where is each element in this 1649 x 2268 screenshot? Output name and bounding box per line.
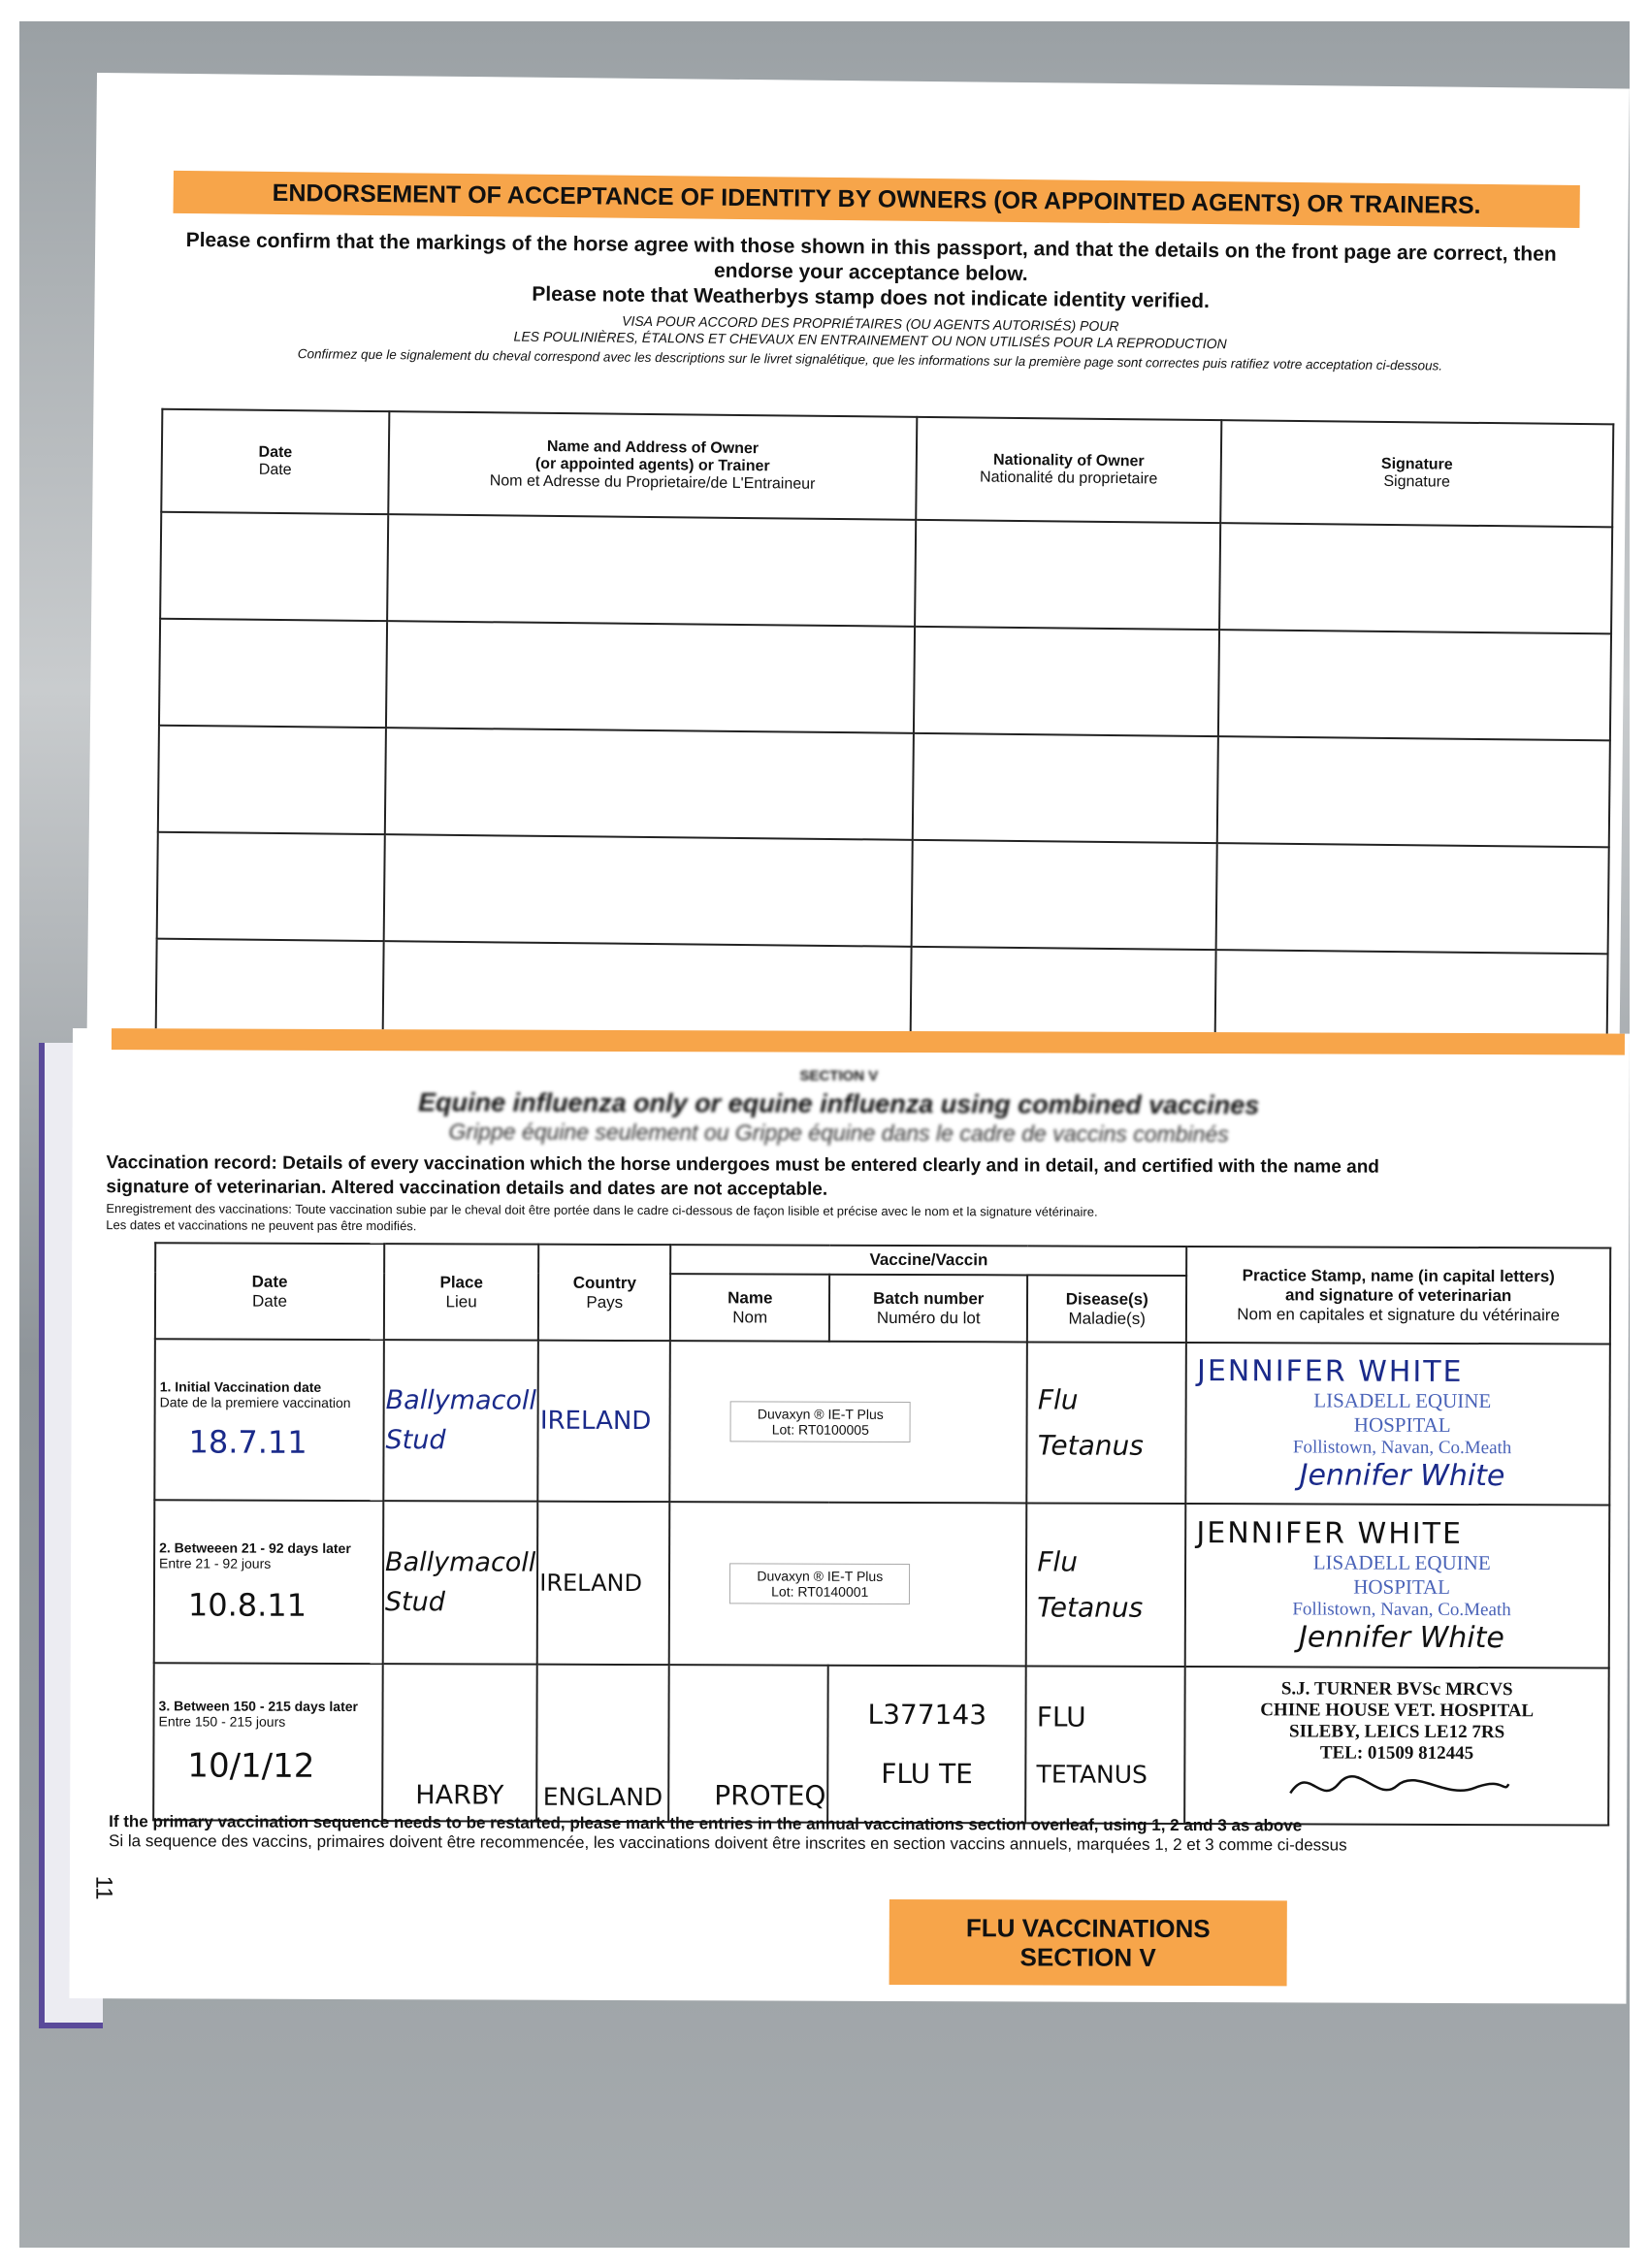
place-line: Ballymacoll — [385, 1547, 536, 1578]
vacc-col-country: Country Pays — [538, 1245, 670, 1341]
owners-row — [160, 512, 1612, 634]
practice-stamp: LISADELL EQUINE — [1313, 1388, 1492, 1413]
row-1-place-cell — [383, 1340, 538, 1502]
vacc-row-3 — [153, 1663, 1609, 1825]
row-label-fr: Date de la premiere vaccination — [159, 1394, 351, 1411]
place-line: Stud — [384, 1587, 445, 1618]
col-nationality: Nationality of Owner Nationalité du proprietaire — [916, 417, 1221, 523]
footer-note-fr: Si la sequence des vaccins, primaires doivent être recommencée, les vaccinations doivent être inscrites en section vaccins annuels, marquées 1, 2 et 3 comme ci-dessus — [109, 1831, 1347, 1855]
place-line: Stud — [385, 1425, 446, 1456]
row-label-fr: Entre 21 - 92 jours — [159, 1555, 272, 1571]
row-3-country-cell: ENGLAND — [536, 1665, 669, 1822]
row-2-disease-cell: Flu Tetanus — [1026, 1503, 1186, 1667]
vacc-col-stamp: Practice Stamp, name (in capital letters) and signature of veterinarian Nom en capitales et signature du vétérinaire — [1186, 1247, 1610, 1345]
vacc-col-date: Date Date — [155, 1243, 384, 1340]
record-note-1: Vaccination record: Details of every vaccination which the horse undergoes must be entered clearly and in detail, and certified with the name and — [106, 1152, 1379, 1178]
endorsement-title: ENDORSEMENT OF ACCEPTANCE OF IDENTITY BY OWNERS (OR APPOINTED AGENTS) OR TRAINERS. — [173, 171, 1579, 228]
vaccination-table — [152, 1242, 1611, 1826]
row-3-batch-cell: L377143 FLU TE — [827, 1666, 1026, 1824]
intro-line-3: Please note that Weatherbys stamp does not indicate identity verified. — [532, 282, 1211, 313]
row-label-fr: Entre 150 - 215 jours — [158, 1713, 286, 1730]
col-owner: Name and Address of Owner (or appointed agents) or Trainer Nom et Adresse du Proprietaire/de L'Entraineur — [388, 411, 917, 520]
section-label: SECTION V — [799, 1067, 879, 1085]
row-3-date-cell — [153, 1663, 383, 1821]
vet-name: JENNIFER WHITE — [1196, 1354, 1464, 1390]
col-date: Date Date — [161, 409, 389, 514]
row-3-name-cell: PROTEQ — [668, 1665, 828, 1823]
vaccine-sticker: Duvaxyn ® IE-T Plus Lot: RT0100005 — [730, 1401, 911, 1442]
upper-page — [86, 73, 1629, 1068]
row-1-disease-cell: Flu Tetanus — [1027, 1342, 1187, 1504]
row-3-disease-cell: FLU TETANUS — [1025, 1666, 1185, 1824]
intro-fr-3: Confirmez que le signalement du cheval correspond avec les descriptions sur le livret signalétique, que les informations sur la première page sont correctes puis ratifiez votre acceptation ci-dessous. — [297, 346, 1443, 373]
practice-stamp: LISADELL EQUINE — [1312, 1550, 1491, 1575]
footer-note-en: If the primary vaccination sequence needs to be restarted, please mark the entries in the annual vaccinations section overleaf, using 1, 2 and 3 as above — [109, 1812, 1303, 1835]
row-2-place-cell — [383, 1501, 538, 1665]
row-label: 1. Initial Vaccination date — [159, 1378, 322, 1395]
record-note-2: signature of veterinarian. Altered vaccination details and dates are not acceptable. — [106, 1177, 828, 1200]
row-label: 2. Betweeen 21 - 92 days later — [159, 1539, 351, 1557]
vacc-row-1 — [154, 1339, 1610, 1505]
row-3-place-cell: HARBY — [382, 1664, 537, 1822]
record-note-fr-1: Enregistrement des vaccinations: Toute vaccination subie par le cheval doit être portée dans le cadre ci-dessous de façon lisible et précise avec le nom et la signature vétérinaire. — [106, 1201, 1098, 1219]
flu-vaccinations-box: FLU VACCINATIONS SECTION V — [889, 1899, 1287, 1986]
owners-row — [157, 832, 1609, 955]
owners-row — [159, 619, 1611, 741]
practice-stamp: S.J. TURNER BVSc MRCVS — [1280, 1678, 1513, 1701]
row-3-stamp-cell: S.J. TURNER BVSc MRCVS CHINE HOUSE VET. HOSPITAL SILEBY, LEICS LE12 7RS TEL: 01509 812445 — [1184, 1667, 1608, 1826]
row-1-date-cell — [154, 1339, 384, 1501]
owners-header-row — [161, 409, 1613, 528]
row-date: 10/1/12 — [187, 1746, 315, 1786]
vacc-col-disease: Disease(s) Maladie(s) — [1027, 1275, 1186, 1343]
row-1-country-cell: IRELAND — [538, 1341, 671, 1502]
col-signature: Signature Signature — [1220, 420, 1613, 527]
vet-signature: Jennifer White — [1299, 1458, 1505, 1494]
intro-line-2: endorse your acceptance below. — [713, 259, 1028, 286]
page-number: 11 — [90, 1875, 117, 1900]
owners-endorsement-table — [154, 408, 1614, 1062]
row-1-stamp-cell: JENNIFER WHITE LISADELL EQUINE HOSPITAL Follistown, Navan, Co.Meath Jennifer White — [1186, 1343, 1610, 1506]
row-1-vaccine-cell — [670, 1341, 1028, 1503]
owners-row — [158, 726, 1610, 848]
row-2-stamp-cell: JENNIFER WHITE LISADELL EQUINE HOSPITAL Follistown, Navan, Co.Meath Jennifer White — [1185, 1504, 1609, 1669]
intro-fr-1: VISA POUR ACCORD DES PROPRIÉTAIRES (OU AGENTS AUTORISÉS) POUR — [622, 312, 1119, 335]
row-date: 18.7.11 — [188, 1423, 307, 1461]
record-note-fr-2: Les dates et vaccinations ne peuvent pas être modifiés. — [106, 1217, 417, 1234]
row-label: 3. Between 150 - 215 days later — [158, 1698, 359, 1715]
section-heading-fr: Grippe équine seulement ou Grippe équine dans le cadre de vaccins combinés — [448, 1118, 1229, 1148]
place-line: Ballymacoll — [385, 1385, 536, 1416]
row-2-country-cell: IRELAND — [537, 1502, 670, 1665]
vacc-col-name: Name Nom — [670, 1274, 829, 1342]
vacc-row-2 — [154, 1500, 1610, 1668]
row-date: 10.8.11 — [187, 1586, 307, 1624]
vet-signature-scribble — [1280, 1764, 1513, 1807]
vet-name: JENNIFER WHITE — [1196, 1516, 1463, 1552]
intro-line-1: Please confirm that the markings of the horse agree with those shown in this passport, and that the details on the front page are correct, then — [185, 228, 1557, 266]
lower-page — [70, 1028, 1630, 2004]
vacc-col-vaccine: Vaccine/Vaccin — [670, 1245, 1186, 1276]
vacc-col-place: Place Lieu — [384, 1244, 539, 1341]
row-2-date-cell — [154, 1500, 384, 1664]
row-2-vaccine-cell — [669, 1502, 1027, 1666]
vet-signature: Jennifer White — [1298, 1620, 1504, 1656]
vacc-header-row-1 — [155, 1243, 1610, 1277]
orange-strip — [112, 1028, 1625, 1054]
vacc-col-batch: Batch number Numéro du lot — [829, 1275, 1027, 1343]
section-heading-en: Equine influenza only or equine influenza using combined vaccines — [418, 1087, 1260, 1120]
vaccine-sticker: Duvaxyn ® IE-T Plus Lot: RT0140001 — [729, 1563, 910, 1604]
intro-fr-2: LES POULINIÈRES, ÉTALONS ET CHEVAUX EN ENTRAINEMENT OU NON UTILISÉS POUR LA REPRODUCTION — [513, 328, 1227, 352]
